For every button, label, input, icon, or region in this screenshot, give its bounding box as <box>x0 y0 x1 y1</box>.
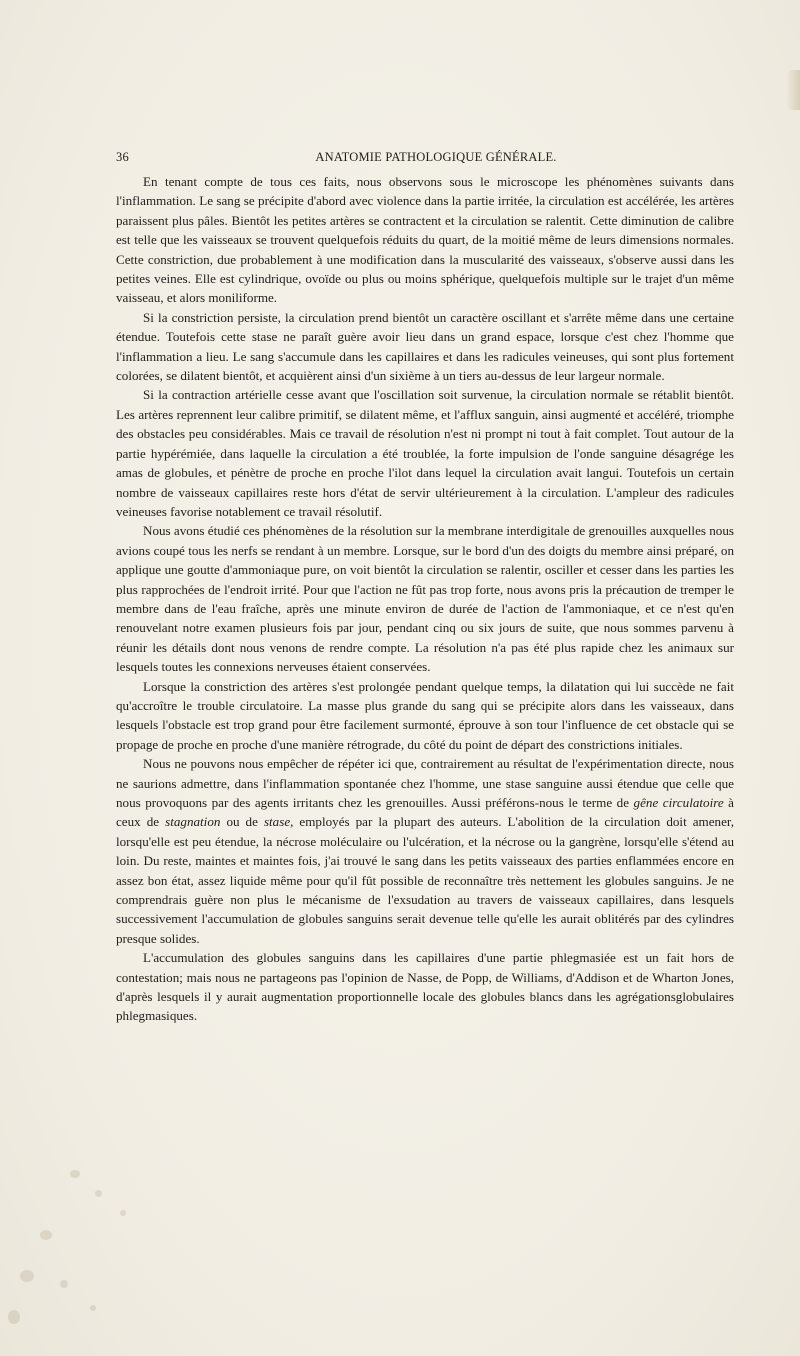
italic-term: stase <box>263 814 291 830</box>
italic-term: stagnation <box>165 814 221 830</box>
page-number: 36 <box>116 150 129 164</box>
paragraph: Nous avons étudié ces phénomènes de la résolution sur la membrane interdigitale de grenouilles auxquelles nous avions coupé tous les nerfs se rendant à un membre. Lorsque, sur le bord d'un des doigts du membre ainsi préparé, on applique une goutte d'ammoniaque pure, on voit bientôt la circulation se ralentir, osciller et cesser dans les parties les plus rapprochées de l'endroit irrité. Pour que l'action ne fût pas trop forte, nous avons pris la précaution de tremper le membre dans de l'eau fraîche, après une minute environ de durée de l'action de l'ammoniaque, et ce n'est qu'en renouvelant notre examen plusieurs fois par jour, pendant cinq ou six jours de suite, que nous sommes parvenu à réunir les détails dont nous venons de rendre compte. La résolution n'a pas été plus rapide chez les animaux sur lesquels toutes les connexions nerveuses étaient conservées. <box>116 523 734 675</box>
paragraph-text: Nous ne pouvons nous empêcher de répéter ici que, contrairement au résultat de l'expérimentation directe, nous ne saurions admettre, dans l'inflammation spontanée chez l'homme, une stase sanguine aussi étendue que celle que nous provoquons par des agents irritants chez les grenouilles. Aussi préférons-nous le terme de <box>116 756 734 810</box>
paragraph: L'accumulation des globules sanguins dans les capillaires d'une partie phlegmasiée est un fait hors de contestation; mais nous ne partageons pas l'opinion de Nasse, de Popp, de Williams, d'Addison et de Wharton Jones, d'après lesquels il y aurait augmentation proportionnelle locale des globules blancs dans les agrégationsglobulaires phlegmasiques. <box>116 950 734 1024</box>
paragraph: Lorsque la constriction des artères s'est prolongée pendant quelque temps, la dilatation qui lui succède ne fait qu'accroître le trouble circulatoire. La masse plus grande du sang qui se précipite alors dans les vaisseaux, dans lesquels l'obstacle est trop grand pour être facilement surmonté, éprouve à son tour l'influence de cet obstacle qui se propage de proche en proche d'une manière rétrograde, du côté du point de départ des constrictions initiales. <box>116 678 734 752</box>
running-header <box>116 150 736 170</box>
page-edge-stain <box>786 70 800 110</box>
paragraph-text: ou de <box>220 814 264 830</box>
paragraph: Si la contraction artérielle cesse avant que l'oscillation soit survenue, la circulation normale se rétablit bientôt. Les artères reprennent leur calibre primitif, se dilatent même, et l'afflux sanguin, ainsi augmenté et accéléré, triomphe des obstacles peu considérables. Mais ce travail de résolution n'est ni prompt ni tout à fait complet. Tout autour de la partie hypérémiée, dans laquelle la circulation a été troublée, la forte impulsion de l'onde sanguine désagrége les amas de globules, et pénètre de proche en proche l'ilot dans lequel la circulation avait langui. Toutefois un certain nombre de vaisseaux capillaires reste hors d'état de servir ultérieurement à la circulation. L'ampleur des radicules veineuses favorise notablement ce travail résolutif. <box>116 387 734 519</box>
paragraph-text: , employés par la plupart des auteurs. L'abolition de la circulation doit amener, lorsqu'elle est peu étendue, la nécrose moléculaire ou l'ulcération, et la nécrose ou la gangrène, lorsqu'elle s'étend au loin. Du reste, maintes et maintes fois, j'ai trouvé le sang dans les petits vaisseaux des parties enflammées encore en assez bon état, assez liquide même pour qu'il fût possible de reconnaître très nettement les globules sanguins. Je ne comprendrais guère non plus le mécanisme de l'exsudation au travers de vaisseaux capillaires, dans lesquels successivement l'accumulation de globules sanguins serait devenue telle qu'elle les aurait oblitérés par des cylindres presque solides. <box>116 814 734 946</box>
paragraph: Si la constriction persiste, la circulation prend bientôt un caractère oscillant et s'arrête même dans une certaine étendue. Toutefois cette stase ne paraît guère avoir lieu dans un grand espace, lorsque c'est chez l'homme que l'inflammation a lieu. Le sang s'accumule dans les capillaires et dans les radicules veineuses, qui sont plus fortement colorées, se dilatent bientôt, et acquièrent ainsi d'un sixième à un tiers au-dessus de leur largeur normale. <box>116 309 734 384</box>
body-text <box>116 172 734 1026</box>
paragraph <box>116 754 734 948</box>
foxing-spots <box>0 1130 200 1356</box>
paragraph: En tenant compte de tous ces faits, nous observons sous le microscope les phénomènes suivants dans l'inflammation. Le sang se précipite d'abord avec violence dans la partie irritée, la circulation est accélérée, les artères paraissent plus pâles. Bientôt les petites artères se contractent et la circulation se ralentit. Cette diminution de calibre est telle que les vaisseaux se trouvent quelquefois réduits du quart, de la moitié même de leurs dimensions normales. Cette constriction, due probablement à une modification dans la muscularité des vaisseaux, s'observe aussi dans les petites veines. Elle est cylindrique, ovoïde ou plus ou moins sphérique, quelquefois multiple sur le trajet d'un même vaisseau, et alors moniliforme. <box>116 174 734 306</box>
italic-term: gêne circulatoire <box>633 795 724 810</box>
paragraph-text: à ceux de <box>116 795 734 830</box>
running-title: ANATOMIE PATHOLOGIQUE GÉNÉRALE. <box>315 150 557 164</box>
